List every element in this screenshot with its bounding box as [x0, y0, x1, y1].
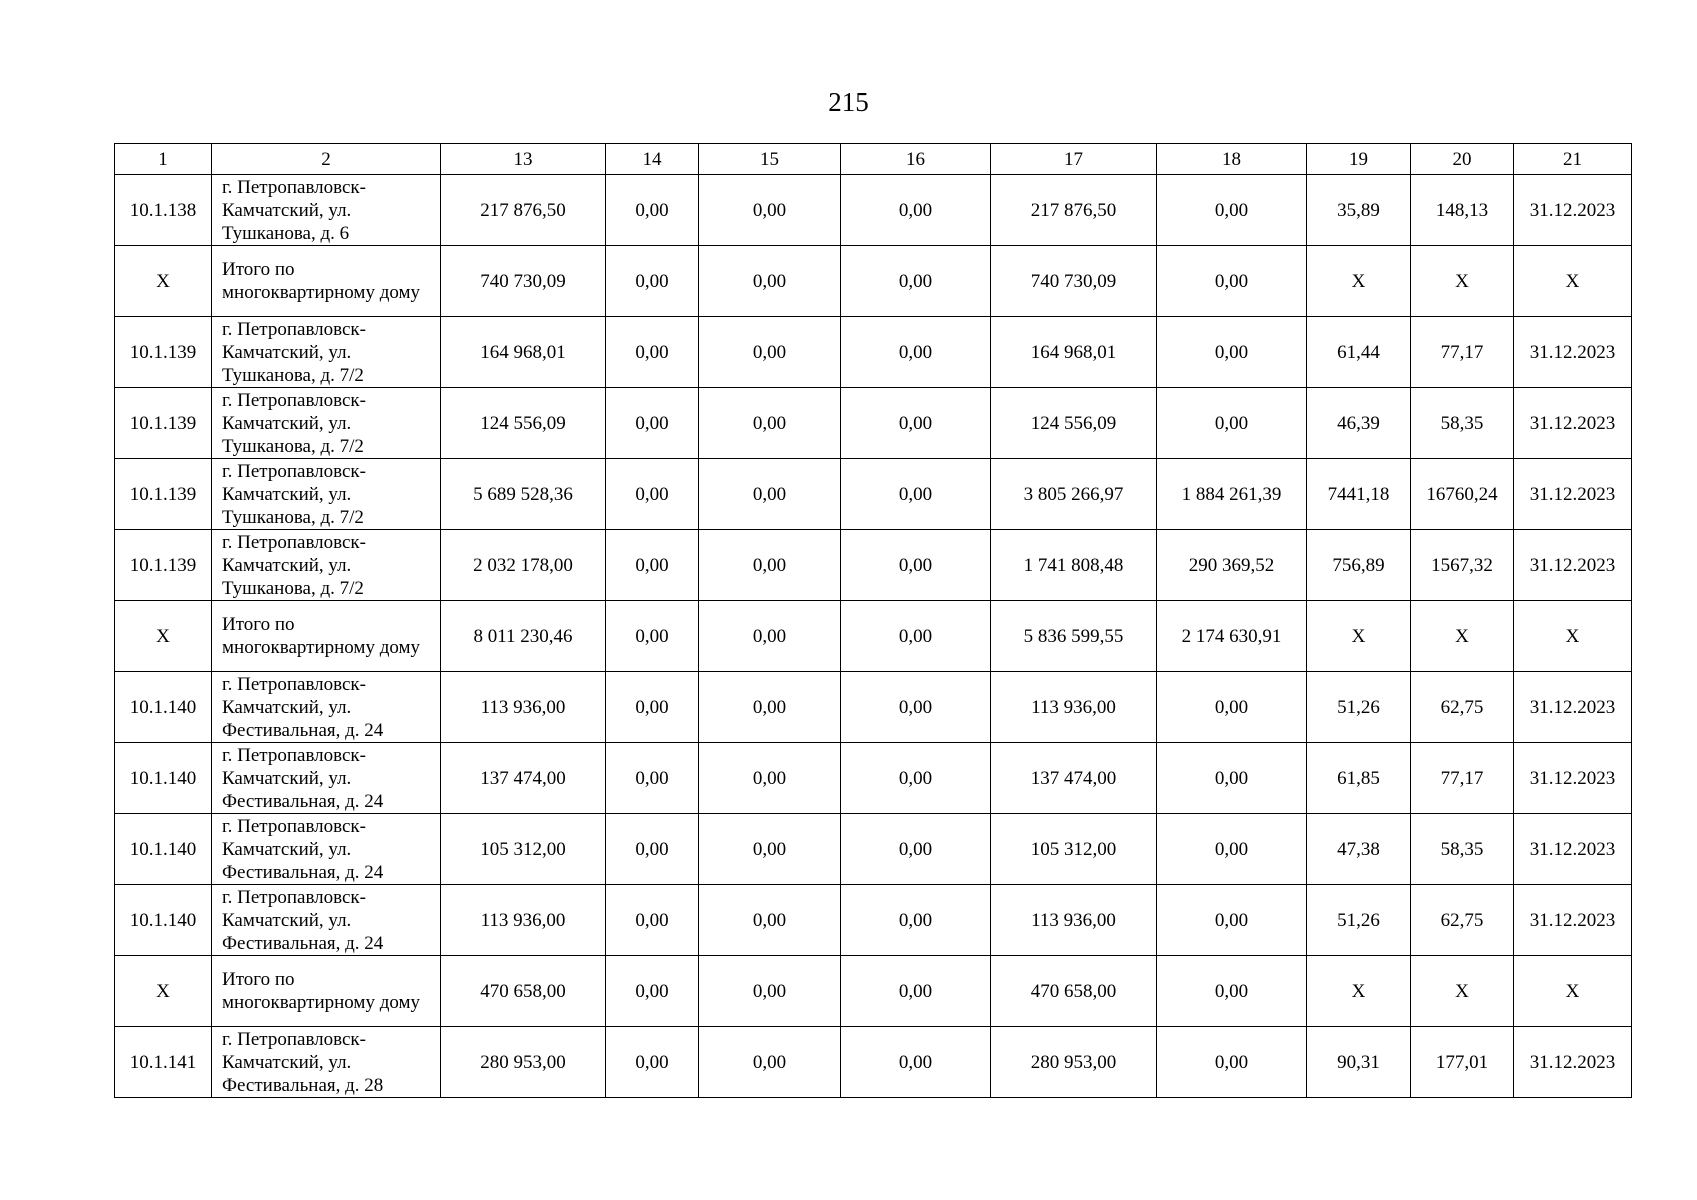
value-cell: 0,00 [606, 814, 699, 885]
value-cell: 0,00 [1157, 246, 1307, 317]
value-cell: 7441,18 [1307, 459, 1411, 530]
table-row [115, 956, 1632, 1027]
value-cell: 1 741 808,48 [991, 530, 1157, 601]
value-cell: 58,35 [1411, 814, 1514, 885]
value-cell: 0,00 [841, 246, 991, 317]
row-number-cell: 10.1.140 [115, 814, 212, 885]
value-cell: 0,00 [1157, 885, 1307, 956]
value-cell: 61,85 [1307, 743, 1411, 814]
value-cell: 105 312,00 [991, 814, 1157, 885]
value-cell: 0,00 [1157, 956, 1307, 1027]
address-cell: г. Петропавловск-Камчатский, ул. Тушканова, д. 7/2 [212, 317, 441, 388]
value-cell: 280 953,00 [441, 1027, 606, 1098]
value-cell: 0,00 [841, 743, 991, 814]
value-cell: 0,00 [606, 956, 699, 1027]
row-number-cell: 10.1.139 [115, 530, 212, 601]
value-cell: 58,35 [1411, 388, 1514, 459]
value-cell: 164 968,01 [441, 317, 606, 388]
value-cell: 77,17 [1411, 743, 1514, 814]
value-cell: 0,00 [841, 814, 991, 885]
value-cell: X [1307, 601, 1411, 672]
header-row [115, 144, 1632, 175]
row-number-cell: 10.1.138 [115, 175, 212, 246]
value-cell: 0,00 [841, 175, 991, 246]
value-cell: X [1411, 956, 1514, 1027]
value-cell: 31.12.2023 [1514, 743, 1632, 814]
column-header: 16 [841, 144, 991, 175]
value-cell: 2 174 630,91 [1157, 601, 1307, 672]
value-cell: 0,00 [699, 885, 841, 956]
address-cell: Итого по многоквартирному дому [212, 956, 441, 1027]
address-cell: Итого по многоквартирному дому [212, 246, 441, 317]
column-header: 14 [606, 144, 699, 175]
value-cell: 31.12.2023 [1514, 1027, 1632, 1098]
column-header: 15 [699, 144, 841, 175]
value-cell: 0,00 [606, 175, 699, 246]
value-cell: 31.12.2023 [1514, 530, 1632, 601]
row-number-cell: 10.1.139 [115, 317, 212, 388]
value-cell: 51,26 [1307, 885, 1411, 956]
value-cell: X [1411, 246, 1514, 317]
value-cell: 0,00 [841, 530, 991, 601]
value-cell: 0,00 [841, 672, 991, 743]
value-cell: 46,39 [1307, 388, 1411, 459]
table-row [115, 672, 1632, 743]
value-cell: 5 689 528,36 [441, 459, 606, 530]
address-cell: г. Петропавловск-Камчатский, ул. Тушканова, д. 7/2 [212, 388, 441, 459]
value-cell: X [1514, 956, 1632, 1027]
value-cell: 470 658,00 [991, 956, 1157, 1027]
table-row [115, 1027, 1632, 1098]
column-header: 21 [1514, 144, 1632, 175]
value-cell: 470 658,00 [441, 956, 606, 1027]
table-row [115, 459, 1632, 530]
value-cell: 51,26 [1307, 672, 1411, 743]
value-cell: 0,00 [841, 1027, 991, 1098]
value-cell: 280 953,00 [991, 1027, 1157, 1098]
value-cell: 90,31 [1307, 1027, 1411, 1098]
value-cell: 0,00 [1157, 388, 1307, 459]
value-cell: 0,00 [699, 956, 841, 1027]
value-cell: 31.12.2023 [1514, 317, 1632, 388]
value-cell: 0,00 [1157, 672, 1307, 743]
value-cell: 0,00 [606, 246, 699, 317]
value-cell: 113 936,00 [991, 885, 1157, 956]
value-cell: 35,89 [1307, 175, 1411, 246]
value-cell: 137 474,00 [441, 743, 606, 814]
value-cell: 740 730,09 [991, 246, 1157, 317]
address-cell: г. Петропавловск-Камчатский, ул. Фестивальная, д. 24 [212, 672, 441, 743]
row-number-cell: 10.1.140 [115, 743, 212, 814]
value-cell: 0,00 [841, 459, 991, 530]
address-cell: Итого по многоквартирному дому [212, 601, 441, 672]
value-cell: 124 556,09 [991, 388, 1157, 459]
address-cell: г. Петропавловск-Камчатский, ул. Фестивальная, д. 28 [212, 1027, 441, 1098]
value-cell: X [1411, 601, 1514, 672]
value-cell: 0,00 [606, 601, 699, 672]
value-cell: 62,75 [1411, 672, 1514, 743]
value-cell: 290 369,52 [1157, 530, 1307, 601]
value-cell: X [1307, 246, 1411, 317]
value-cell: 137 474,00 [991, 743, 1157, 814]
value-cell: X [1307, 956, 1411, 1027]
value-cell: 740 730,09 [441, 246, 606, 317]
data-table [114, 143, 1632, 1098]
row-number-cell: 10.1.139 [115, 388, 212, 459]
value-cell: 0,00 [841, 601, 991, 672]
value-cell: 0,00 [606, 672, 699, 743]
value-cell: 0,00 [699, 388, 841, 459]
row-number-cell: X [115, 956, 212, 1027]
page-number: 215 [828, 87, 869, 117]
value-cell: 0,00 [606, 1027, 699, 1098]
value-cell: 16760,24 [1411, 459, 1514, 530]
column-header: 1 [115, 144, 212, 175]
value-cell: 31.12.2023 [1514, 388, 1632, 459]
address-cell: г. Петропавловск-Камчатский, ул. Фестивальная, д. 24 [212, 814, 441, 885]
value-cell: 0,00 [606, 530, 699, 601]
value-cell: 0,00 [699, 317, 841, 388]
address-cell: г. Петропавловск-Камчатский, ул. Фестивальная, д. 24 [212, 743, 441, 814]
value-cell: 0,00 [699, 530, 841, 601]
column-header: 19 [1307, 144, 1411, 175]
value-cell: 47,38 [1307, 814, 1411, 885]
value-cell: 0,00 [841, 956, 991, 1027]
value-cell: 2 032 178,00 [441, 530, 606, 601]
value-cell: 113 936,00 [441, 672, 606, 743]
value-cell: 0,00 [699, 459, 841, 530]
value-cell: 0,00 [1157, 1027, 1307, 1098]
value-cell: 0,00 [699, 175, 841, 246]
value-cell: 124 556,09 [441, 388, 606, 459]
table-row [115, 530, 1632, 601]
address-cell: г. Петропавловск-Камчатский, ул. Фестивальная, д. 24 [212, 885, 441, 956]
address-cell: г. Петропавловск-Камчатский, ул. Тушканова, д. 7/2 [212, 459, 441, 530]
row-number-cell: X [115, 246, 212, 317]
value-cell: 164 968,01 [991, 317, 1157, 388]
table-row [115, 814, 1632, 885]
value-cell: 77,17 [1411, 317, 1514, 388]
value-cell: 61,44 [1307, 317, 1411, 388]
column-header: 2 [212, 144, 441, 175]
value-cell: 0,00 [1157, 175, 1307, 246]
value-cell: 113 936,00 [991, 672, 1157, 743]
column-header: 17 [991, 144, 1157, 175]
table-row [115, 388, 1632, 459]
value-cell: 8 011 230,46 [441, 601, 606, 672]
column-header: 20 [1411, 144, 1514, 175]
row-number-cell: X [115, 601, 212, 672]
value-cell: 217 876,50 [441, 175, 606, 246]
row-number-cell: 10.1.140 [115, 885, 212, 956]
value-cell: 0,00 [841, 885, 991, 956]
row-number-cell: 10.1.139 [115, 459, 212, 530]
value-cell: 5 836 599,55 [991, 601, 1157, 672]
value-cell: 3 805 266,97 [991, 459, 1157, 530]
value-cell: 217 876,50 [991, 175, 1157, 246]
column-header: 13 [441, 144, 606, 175]
value-cell: 0,00 [699, 1027, 841, 1098]
value-cell: 0,00 [699, 814, 841, 885]
value-cell: 62,75 [1411, 885, 1514, 956]
value-cell: 0,00 [1157, 743, 1307, 814]
value-cell: 0,00 [841, 388, 991, 459]
value-cell: 0,00 [606, 388, 699, 459]
value-cell: 0,00 [1157, 814, 1307, 885]
value-cell: 0,00 [699, 743, 841, 814]
value-cell: 31.12.2023 [1514, 672, 1632, 743]
table-body [115, 144, 1632, 1098]
value-cell: 31.12.2023 [1514, 175, 1632, 246]
value-cell: 0,00 [699, 601, 841, 672]
value-cell: 0,00 [841, 317, 991, 388]
value-cell: 0,00 [699, 246, 841, 317]
table-row [115, 246, 1632, 317]
value-cell: X [1514, 246, 1632, 317]
address-cell: г. Петропавловск-Камчатский, ул. Тушканова, д. 7/2 [212, 530, 441, 601]
table-row [115, 175, 1632, 246]
value-cell: 177,01 [1411, 1027, 1514, 1098]
table-row [115, 885, 1632, 956]
value-cell: 0,00 [606, 317, 699, 388]
table-row [115, 743, 1632, 814]
value-cell: 1 884 261,39 [1157, 459, 1307, 530]
value-cell: 105 312,00 [441, 814, 606, 885]
value-cell: 756,89 [1307, 530, 1411, 601]
value-cell: 0,00 [699, 672, 841, 743]
value-cell: 1567,32 [1411, 530, 1514, 601]
address-cell: г. Петропавловск-Камчатский, ул. Тушканова, д. 6 [212, 175, 441, 246]
row-number-cell: 10.1.141 [115, 1027, 212, 1098]
value-cell: 0,00 [1157, 317, 1307, 388]
value-cell: 31.12.2023 [1514, 885, 1632, 956]
table-row [115, 601, 1632, 672]
column-header: 18 [1157, 144, 1307, 175]
value-cell: 0,00 [606, 743, 699, 814]
value-cell: 148,13 [1411, 175, 1514, 246]
table-row [115, 317, 1632, 388]
value-cell: 31.12.2023 [1514, 459, 1632, 530]
value-cell: 113 936,00 [441, 885, 606, 956]
row-number-cell: 10.1.140 [115, 672, 212, 743]
value-cell: 0,00 [606, 885, 699, 956]
value-cell: X [1514, 601, 1632, 672]
value-cell: 31.12.2023 [1514, 814, 1632, 885]
value-cell: 0,00 [606, 459, 699, 530]
